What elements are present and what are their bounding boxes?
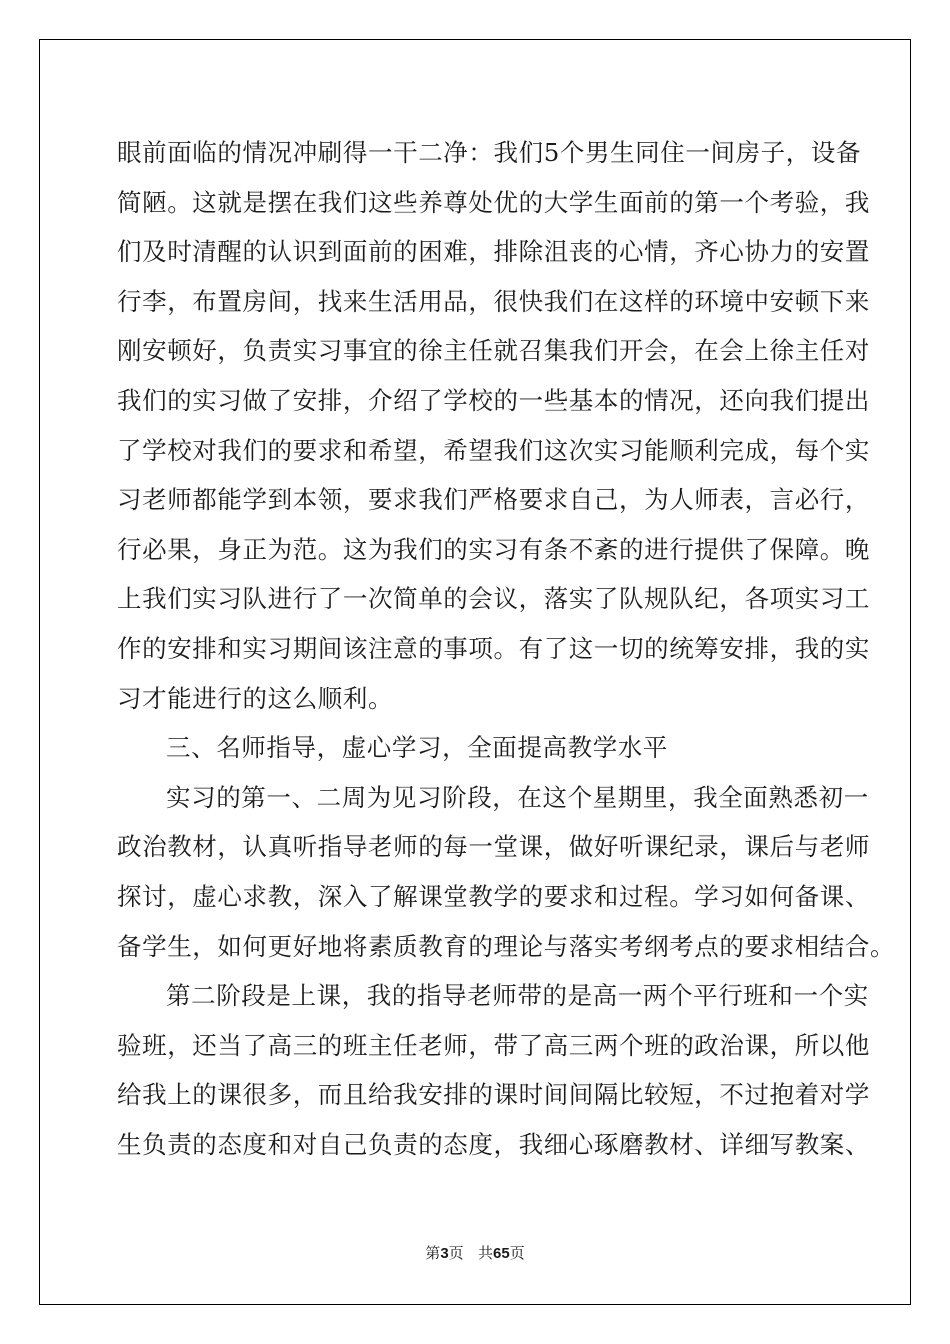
- text-line: 实习的第一、二周为见习阶段，在这个星期里，我全面熟悉初一: [166, 782, 869, 812]
- text-line: 备学生，如何更好地将素质教育的理论与落实考纲考点的要求相结合。: [117, 931, 896, 961]
- text-line: 行李，布置房间，找来生活用品，很快我们在这样的环境中安顿下来: [117, 286, 870, 316]
- text-line: 简陋。这就是摆在我们这些养尊处优的大学生面前的第一个考验，我: [117, 187, 870, 217]
- footer-total-suffix: 页: [509, 1244, 525, 1262]
- text-line: 三、名师指导，虚心学习，全面提高教学水平: [166, 733, 668, 763]
- text-line: 行必果，身正为范。这为我们的实习有条不紊的进行提供了保障。晚: [117, 534, 870, 564]
- text-line: 刚安顿好，负责实习事宜的徐主任就召集我们开会，在会上徐主任对: [117, 336, 870, 366]
- footer-prefix: 第: [425, 1244, 441, 1262]
- page-footer: [0, 1242, 950, 1263]
- footer-page-suffix: 页: [448, 1244, 464, 1262]
- text-line: 第二阶段是上课，我的指导老师带的是高一两个平行班和一个实: [166, 981, 869, 1011]
- document-body: [117, 128, 896, 1169]
- footer-total-pages: 65: [493, 1245, 510, 1262]
- text-line: 了学校对我们的要求和希望，希望我们这次实习能顺利完成，每个实: [117, 435, 870, 465]
- text-line: 习才能进行的这么顺利。: [117, 683, 394, 713]
- text-line: 眼前面临的情况冲刷得一干二净：我们5个男生同住一间房子，设备: [117, 138, 862, 167]
- text-line: 作的安排和实习期间该注意的事项。有了这一切的统筹安排，我的实: [117, 633, 870, 663]
- text-line: 上我们实习队进行了一次简单的会议，落实了队规队纪，各项实习工: [117, 584, 870, 614]
- text-line: 生负责的态度和对自己负责的态度，我细心琢磨教材、详细写教案、: [117, 1129, 870, 1159]
- text-line: 验班，还当了高三的班主任老师，带了高三两个班的政治课，所以他: [117, 1030, 870, 1060]
- footer-page-number: 3: [440, 1245, 449, 1262]
- text-line: 我们的实习做了安排，介绍了学校的一些基本的情况，还向我们提出: [117, 385, 870, 415]
- text-line: 们及时清醒的认识到面前的困难，排除沮丧的心情，齐心协力的安置: [117, 237, 870, 267]
- footer-total-prefix: 共: [477, 1244, 493, 1262]
- text-line: 习老师都能学到本领，要求我们严格要求自己，为人师表，言必行，: [117, 485, 870, 515]
- text-line: 探讨，虚心求教，深入了解课堂教学的要求和过程。学习如何备课、: [117, 881, 870, 911]
- text-line: 给我上的课很多，而且给我安排的课时间间隔比较短，不过抱着对学: [117, 1080, 870, 1110]
- text-line: 政治教材，认真听指导老师的每一堂课，做好听课纪录，课后与老师: [117, 832, 870, 862]
